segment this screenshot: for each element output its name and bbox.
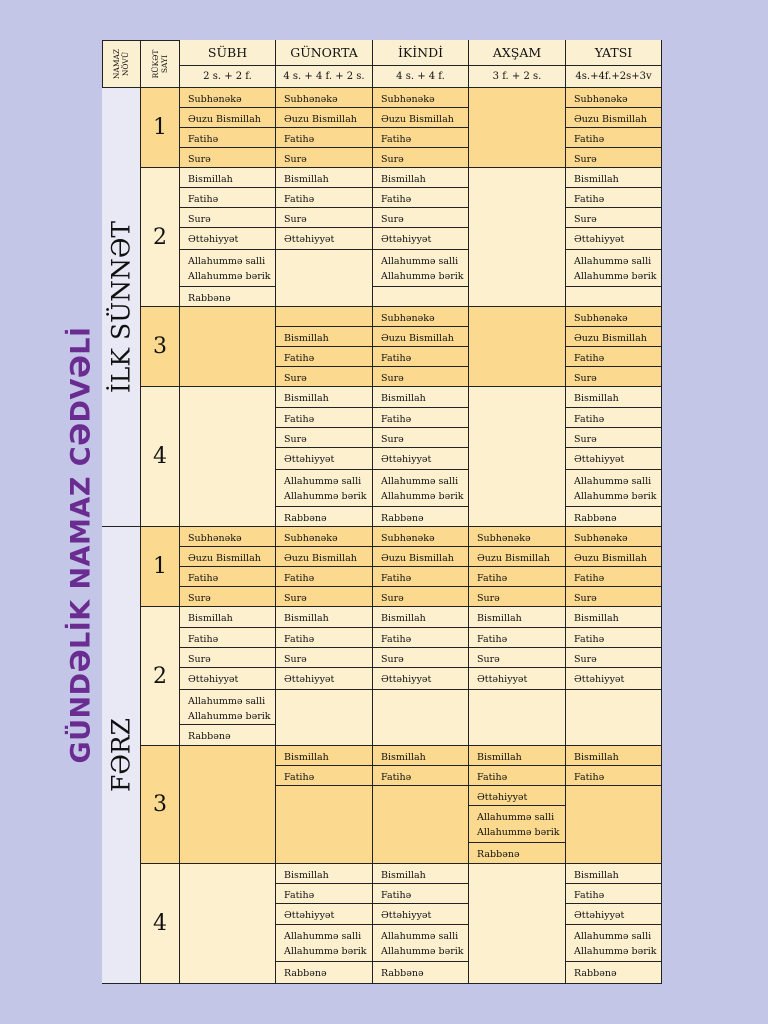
- step-cell: Fatihə: [180, 567, 276, 587]
- empty-cell: [469, 88, 566, 168]
- step-cell: Fatihə: [566, 408, 662, 428]
- step-cell: Əttəhiyyət: [566, 228, 662, 250]
- empty-cell: [566, 690, 662, 746]
- empty-cell: [469, 864, 566, 984]
- step-cell: Subhənəkə: [566, 527, 662, 547]
- step-cell: Bismillah: [566, 387, 662, 408]
- empty-cell: [276, 307, 373, 327]
- step-cell: Allahummə salli Allahummə bərik: [180, 690, 276, 725]
- step-cell: Fatihə: [566, 766, 662, 786]
- step-cell: Əttəhiyyət: [180, 668, 276, 690]
- step-cell: Əttəhiyyət: [276, 904, 373, 925]
- step-cell: Bismillah: [276, 607, 373, 628]
- step-cell: Fatihə: [180, 188, 276, 208]
- step-cell: Bismillah: [373, 746, 469, 766]
- empty-cell: [180, 387, 276, 527]
- step-cell: Allahummə salli Allahummə bərik: [566, 250, 662, 287]
- step-cell: Fatihə: [373, 766, 469, 786]
- empty-cell: [469, 307, 566, 387]
- step-cell: Surə: [373, 367, 469, 387]
- step-cell: Surə: [566, 148, 662, 168]
- step-cell: Bismillah: [276, 864, 373, 884]
- step-cell: Fatihə: [276, 766, 373, 786]
- step-cell: Bismillah: [469, 746, 566, 766]
- step-cell: Fatihə: [373, 188, 469, 208]
- step-cell: Əttəhiyyət: [469, 668, 566, 690]
- step-cell: Surə: [276, 428, 373, 448]
- step-cell: Rabbənə: [276, 507, 373, 527]
- empty-cell: [180, 864, 276, 984]
- step-cell: Fatihə: [566, 188, 662, 208]
- step-cell: Surə: [469, 587, 566, 607]
- step-cell: Bismillah: [180, 168, 276, 188]
- prayer-name-5: YATSI: [566, 40, 662, 66]
- step-cell: Əttəhiyyət: [566, 668, 662, 690]
- step-cell: Fatihə: [276, 408, 373, 428]
- step-cell: Bismillah: [566, 746, 662, 766]
- step-cell: Rabbənə: [180, 725, 276, 746]
- step-cell: Subhənəkə: [469, 527, 566, 547]
- header-namaz-novu: [102, 40, 141, 88]
- header-ruket-sayi-label: RÜKƏT SAYI: [151, 49, 169, 78]
- step-cell: Əttəhiyyət: [373, 904, 469, 925]
- step-cell: Əttəhiyyət: [180, 228, 276, 250]
- step-cell: Allahummə salli Allahummə bərik: [469, 806, 566, 843]
- prayer-table: [102, 40, 662, 984]
- step-cell: Fatihə: [566, 628, 662, 648]
- step-cell: Bismillah: [373, 864, 469, 884]
- step-cell: Əuzu Bismillah: [373, 547, 469, 567]
- step-cell: Əttəhiyyət: [373, 228, 469, 250]
- step-cell: Subhənəkə: [276, 88, 373, 108]
- empty-cell: [180, 307, 276, 387]
- step-cell: Rabbənə: [469, 843, 566, 864]
- empty-cell: [566, 786, 662, 864]
- step-cell: Əuzu Bismillah: [276, 108, 373, 128]
- step-cell: Rabbənə: [373, 962, 469, 984]
- step-cell: Bismillah: [180, 607, 276, 628]
- step-cell: Subhənəkə: [373, 527, 469, 547]
- step-cell: Surə: [566, 367, 662, 387]
- step-cell: Fatihə: [276, 567, 373, 587]
- step-cell: Fatihə: [566, 567, 662, 587]
- step-cell: Bismillah: [276, 168, 373, 188]
- step-cell: Surə: [276, 367, 373, 387]
- step-cell: Bismillah: [469, 607, 566, 628]
- empty-cell: [469, 690, 566, 746]
- step-cell: Surə: [180, 587, 276, 607]
- step-cell: Surə: [566, 428, 662, 448]
- step-cell: Allahummə salli Allahummə bərik: [373, 250, 469, 287]
- step-cell: Əttəhiyyət: [276, 668, 373, 690]
- step-cell: Bismillah: [373, 387, 469, 408]
- rakat-number: 4: [141, 387, 180, 527]
- step-cell: Surə: [276, 208, 373, 228]
- step-cell: Fatihə: [276, 347, 373, 367]
- step-cell: Bismillah: [373, 607, 469, 628]
- rakat-number: 2: [141, 607, 180, 746]
- prayer-name-3: İKİNDİ: [373, 40, 469, 66]
- step-cell: Fatihə: [276, 188, 373, 208]
- step-cell: Surə: [566, 587, 662, 607]
- step-cell: Subhənəkə: [373, 88, 469, 108]
- rakat-number: 3: [141, 307, 180, 387]
- empty-cell: [566, 287, 662, 307]
- step-cell: Surə: [373, 587, 469, 607]
- rakat-number: 2: [141, 168, 180, 307]
- step-cell: Fatihə: [373, 128, 469, 148]
- step-cell: Bismillah: [276, 387, 373, 408]
- prayer-name-1: SÜBH: [180, 40, 276, 66]
- step-cell: Rabbənə: [373, 507, 469, 527]
- empty-cell: [373, 690, 469, 746]
- step-cell: Fatihə: [566, 128, 662, 148]
- empty-cell: [469, 387, 566, 527]
- header-ruket-sayi: [141, 40, 180, 88]
- step-cell: Surə: [373, 208, 469, 228]
- prayer-rakat-count-5: 4s.+4f.+2s+3v: [566, 66, 662, 88]
- empty-cell: [276, 250, 373, 307]
- empty-cell: [276, 786, 373, 864]
- section-label-ferz: [102, 527, 141, 984]
- step-cell: Rabbənə: [566, 507, 662, 527]
- step-cell: Subhənəkə: [373, 307, 469, 327]
- step-cell: Subhənəkə: [180, 88, 276, 108]
- step-cell: Surə: [566, 208, 662, 228]
- step-cell: Fatihə: [373, 347, 469, 367]
- step-cell: Bismillah: [566, 607, 662, 628]
- step-cell: Əttəhiyyət: [373, 668, 469, 690]
- step-cell: Fatihə: [469, 628, 566, 648]
- step-cell: Rabbənə: [566, 962, 662, 984]
- prayer-rakat-count-1: 2 s. + 2 f.: [180, 66, 276, 88]
- step-cell: Fatihə: [373, 884, 469, 904]
- empty-cell: [469, 168, 566, 307]
- step-cell: Əuzu Bismillah: [469, 547, 566, 567]
- step-cell: Fatihə: [373, 408, 469, 428]
- step-cell: Surə: [180, 648, 276, 668]
- step-cell: Bismillah: [566, 864, 662, 884]
- step-cell: Fatihə: [180, 128, 276, 148]
- step-cell: Fatihə: [276, 128, 373, 148]
- step-cell: Əttəhiyyət: [566, 448, 662, 470]
- step-cell: Bismillah: [276, 327, 373, 347]
- section-label-text: İLK SÜNNƏT: [106, 220, 136, 394]
- step-cell: Allahummə salli Allahummə bərik: [276, 470, 373, 507]
- header-namaz-novu-label: NAMAZ NÖVÜ: [112, 48, 130, 79]
- prayer-name-4: AXŞAM: [469, 40, 566, 66]
- step-cell: Allahummə salli Allahummə bərik: [373, 470, 469, 507]
- step-cell: Surə: [276, 148, 373, 168]
- step-cell: Fatihə: [373, 567, 469, 587]
- step-cell: Rabbənə: [180, 287, 276, 307]
- step-cell: Fatihə: [180, 628, 276, 648]
- step-cell: Surə: [373, 648, 469, 668]
- rakat-number: 1: [141, 88, 180, 168]
- step-cell: Allahummə salli Allahummə bərik: [276, 925, 373, 962]
- step-cell: Surə: [469, 648, 566, 668]
- step-cell: Əuzu Bismillah: [373, 108, 469, 128]
- step-cell: Fatihə: [566, 884, 662, 904]
- step-cell: Bismillah: [373, 168, 469, 188]
- step-cell: Əuzu Bismillah: [566, 547, 662, 567]
- prayer-name-2: GÜNORTA: [276, 40, 373, 66]
- step-cell: Surə: [566, 648, 662, 668]
- step-cell: Fatihə: [276, 884, 373, 904]
- step-cell: Fatihə: [566, 347, 662, 367]
- step-cell: Əuzu Bismillah: [566, 108, 662, 128]
- step-cell: Subhənəkə: [566, 88, 662, 108]
- prayer-rakat-count-3: 4 s. + 4 f.: [373, 66, 469, 88]
- step-cell: Əttəhiyyət: [276, 228, 373, 250]
- step-cell: Subhənəkə: [180, 527, 276, 547]
- step-cell: Fatihə: [276, 628, 373, 648]
- section-label-text: FƏRZ: [106, 717, 136, 793]
- rakat-number: 3: [141, 746, 180, 864]
- step-cell: Subhənəkə: [276, 527, 373, 547]
- step-cell: Allahummə salli Allahummə bərik: [180, 250, 276, 287]
- step-cell: Subhənəkə: [566, 307, 662, 327]
- empty-cell: [373, 287, 469, 307]
- step-cell: Əuzu Bismillah: [180, 547, 276, 567]
- step-cell: Əttəhiyyət: [276, 448, 373, 470]
- rakat-number: 4: [141, 864, 180, 984]
- empty-cell: [276, 690, 373, 746]
- document-title: GÜNDƏLİK NAMAZ CƏDVƏLİ: [65, 326, 97, 764]
- step-cell: Fatihə: [469, 766, 566, 786]
- step-cell: Surə: [276, 587, 373, 607]
- step-cell: Allahummə salli Allahummə bərik: [373, 925, 469, 962]
- step-cell: Surə: [276, 648, 373, 668]
- step-cell: Əuzu Bismillah: [566, 327, 662, 347]
- step-cell: Əttəhiyyət: [373, 448, 469, 470]
- step-cell: Surə: [180, 208, 276, 228]
- rakat-number: 1: [141, 527, 180, 607]
- prayer-rakat-count-2: 4 s. + 4 f. + 2 s.: [276, 66, 373, 88]
- step-cell: Allahummə salli Allahummə bərik: [566, 925, 662, 962]
- empty-cell: [373, 786, 469, 864]
- step-cell: Surə: [373, 148, 469, 168]
- step-cell: Surə: [180, 148, 276, 168]
- step-cell: Bismillah: [276, 746, 373, 766]
- step-cell: Fatihə: [373, 628, 469, 648]
- section-label-ilk-sunnet: [102, 88, 141, 527]
- step-cell: Əuzu Bismillah: [180, 108, 276, 128]
- step-cell: Əuzu Bismillah: [276, 547, 373, 567]
- step-cell: Allahummə salli Allahummə bərik: [566, 470, 662, 507]
- step-cell: Əttəhiyyət: [469, 786, 566, 806]
- step-cell: Əuzu Bismillah: [373, 327, 469, 347]
- step-cell: Fatihə: [469, 567, 566, 587]
- step-cell: Surə: [373, 428, 469, 448]
- step-cell: Əttəhiyyət: [566, 904, 662, 925]
- step-cell: Bismillah: [566, 168, 662, 188]
- prayer-rakat-count-4: 3 f. + 2 s.: [469, 66, 566, 88]
- empty-cell: [180, 746, 276, 864]
- step-cell: Rabbənə: [276, 962, 373, 984]
